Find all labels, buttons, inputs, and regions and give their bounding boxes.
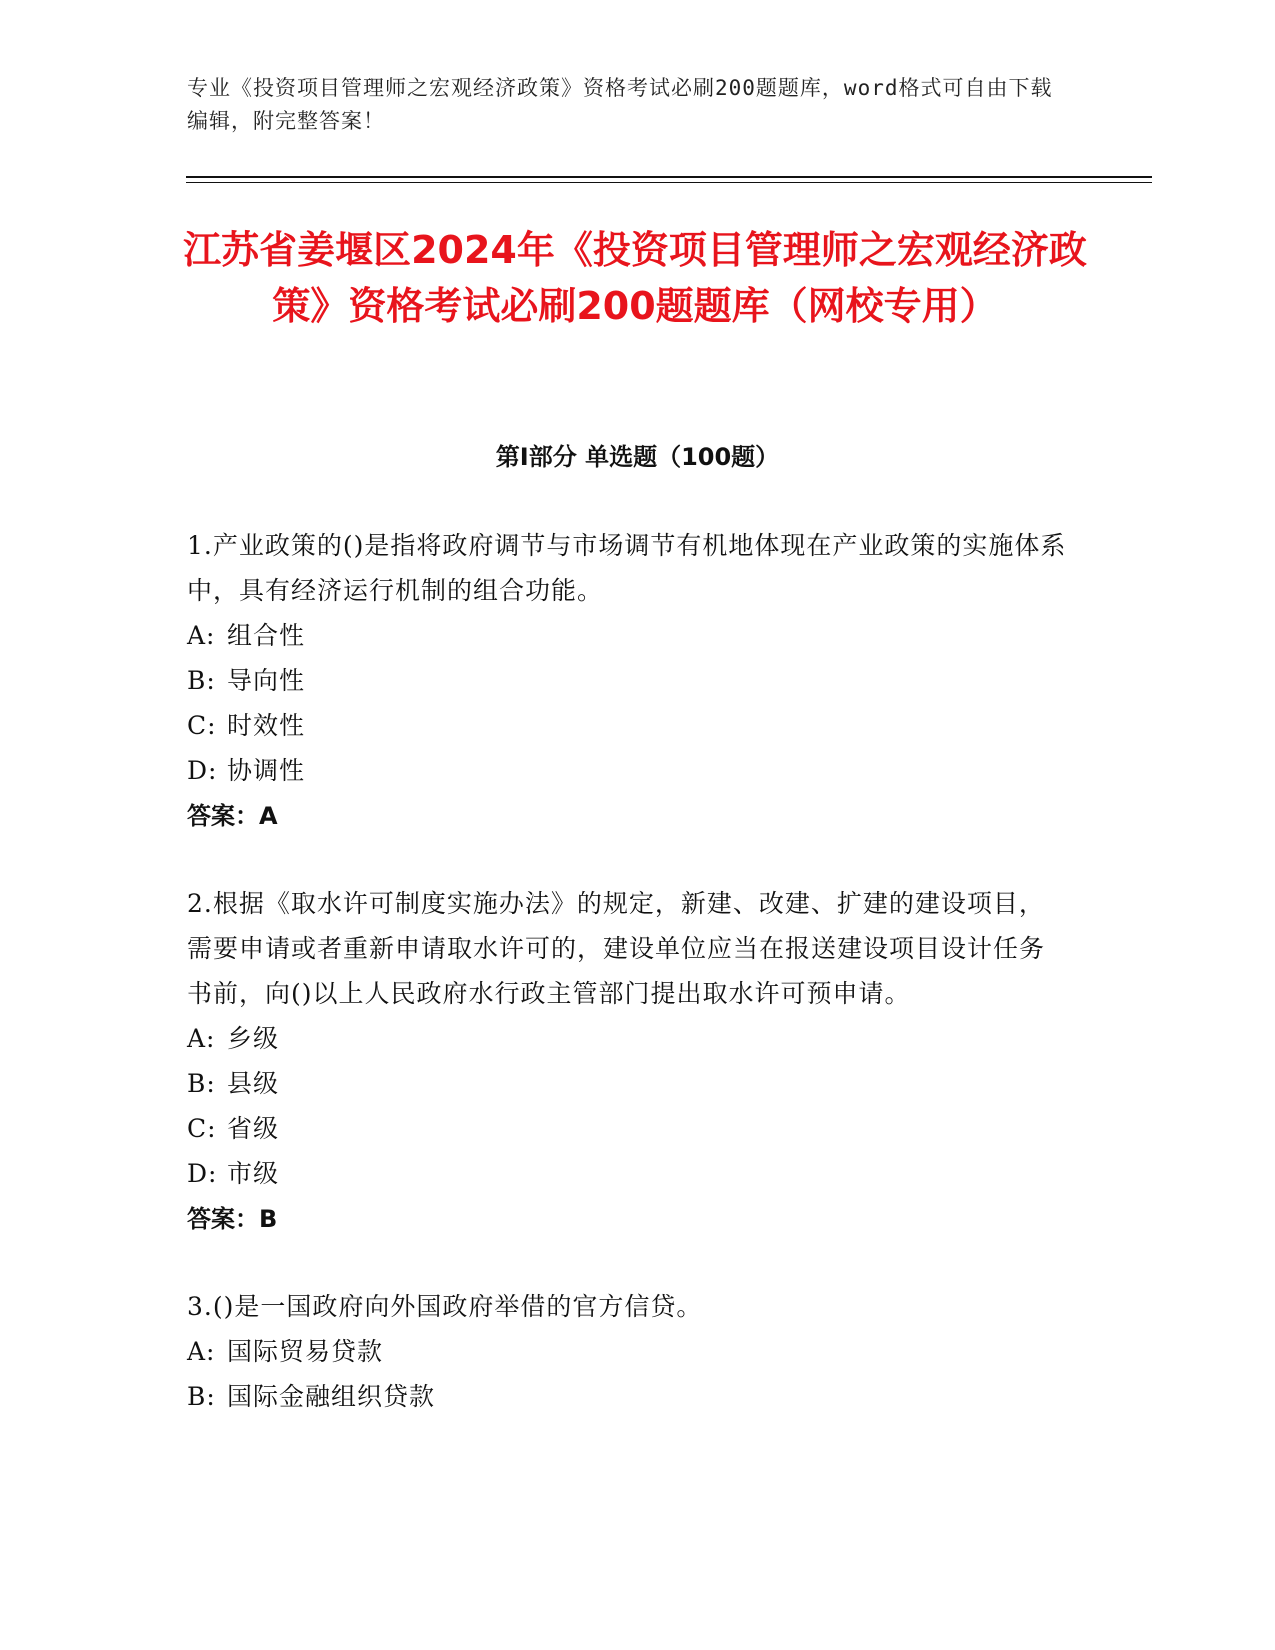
option-text: 国际贸易贷款 — [227, 1337, 384, 1366]
option-a — [187, 1329, 1067, 1374]
option-c — [187, 1106, 1067, 1151]
option-text: 市级 — [227, 1159, 280, 1188]
option-text: 乡级 — [227, 1024, 280, 1053]
question-3 — [187, 1284, 1067, 1419]
option-label: B: — [187, 666, 216, 695]
option-b — [187, 658, 1067, 703]
option-c — [187, 703, 1067, 748]
option-b — [187, 1061, 1067, 1106]
option-d — [187, 748, 1067, 793]
document-title: 江苏省姜堰区2024年《投资项目管理师之宏观经济政策》资格考试必刷200题题库（网校专用） — [183, 228, 1087, 328]
option-label: A: — [187, 621, 216, 650]
option-text: 省级 — [227, 1114, 280, 1143]
option-a — [187, 1016, 1067, 1061]
option-b — [187, 1374, 1067, 1419]
option-label: C: — [187, 1114, 217, 1143]
option-a — [187, 613, 1067, 658]
option-label: B: — [187, 1069, 216, 1098]
question-list — [187, 523, 1067, 1461]
question-stem: 3.()是一国政府向外国政府举借的官方信贷。 — [187, 1292, 703, 1321]
header-rule-thin — [186, 182, 1152, 183]
option-label: D: — [187, 756, 218, 785]
option-text: 协调性 — [227, 756, 306, 785]
option-text: 县级 — [227, 1069, 280, 1098]
answer-line: 答案：A — [187, 802, 278, 830]
option-text: 国际金融组织贷款 — [227, 1382, 436, 1411]
question-stem: 2.根据《取水许可制度实施办法》的规定，新建、改建、扩建的建设项目，需要申请或者重新申请取水许可的，建设单位应当在报送建设项目设计任务书前，向()以上人民政府水行政主管部门提出取水许可预申请。 — [187, 889, 1046, 1008]
question-2 — [187, 881, 1067, 1242]
option-label: C: — [187, 711, 217, 740]
option-text: 组合性 — [227, 621, 306, 650]
option-label: D: — [187, 1159, 218, 1188]
option-label: B: — [187, 1382, 216, 1411]
question-stem: 1.产业政策的()是指将政府调节与市场调节有机地体现在产业政策的实施体系中，具有经济运行机制的组合功能。 — [187, 531, 1067, 605]
option-text: 导向性 — [227, 666, 306, 695]
option-label: A: — [187, 1024, 216, 1053]
header-rule-thick — [186, 176, 1152, 178]
option-label: A: — [187, 1337, 216, 1366]
header-note: 专业《投资项目管理师之宏观经济政策》资格考试必刷200题题库，word格式可自由下载编辑，附完整答案！ — [187, 76, 1053, 133]
option-text: 时效性 — [227, 711, 306, 740]
option-d — [187, 1151, 1067, 1196]
question-1 — [187, 523, 1067, 839]
answer-line: 答案：B — [187, 1205, 278, 1233]
section-heading: 第Ⅰ部分 单选题（100题） — [495, 443, 780, 471]
